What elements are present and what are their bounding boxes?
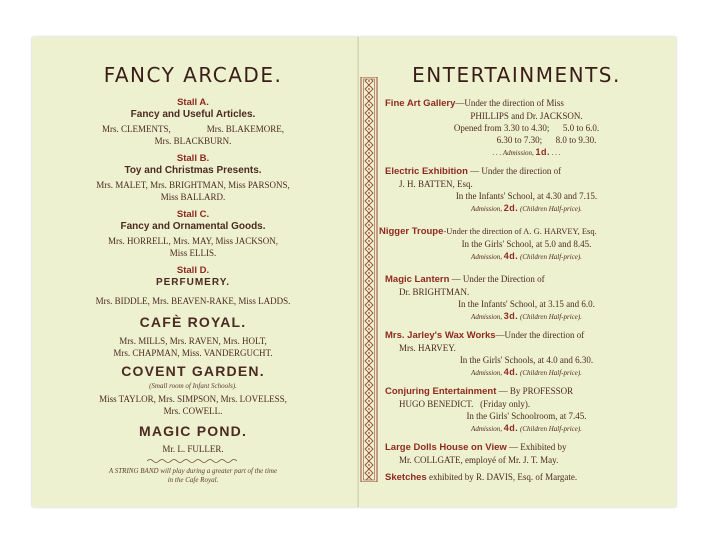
stall-b-names-2: Miss BALLARD. (160, 192, 226, 202)
admission-price: 4d. (503, 367, 519, 377)
entry-line: PHILLIPS and Dr. JACKSON. (470, 111, 583, 121)
entry-line: Dr. BRIGHTMAN. (399, 287, 470, 297)
entry-admission (377, 366, 676, 379)
admission-label: Admission, (471, 425, 502, 433)
covent-garden-names-2: Mrs. COWELL. (163, 406, 223, 416)
entry-text: -Under the direction of A. G. HARVEY, Esq. (443, 226, 597, 236)
stall-b-label: Stall B. (176, 153, 210, 164)
entry-dolls-house (377, 441, 676, 466)
admission-note: (Children Half-price). (519, 425, 582, 433)
stall-c-subtitle: Fancy and Ornamental Goods. (120, 221, 266, 232)
entry-times: Opened from 3.30 to 4.30; 5.0 to 6.0. (453, 123, 600, 133)
entry-electric-exhibition (377, 165, 676, 215)
entry-line: Mr. COLLGATE, employé of Mr. J. T. May. (399, 455, 559, 465)
entry-text: exhibited by R. DAVIS, Esq. of Margate. (426, 472, 578, 482)
string-band-note: A STRING BAND will play during a greater part of the time (108, 467, 278, 475)
admission-note: (Children Half-price). (519, 313, 582, 321)
entry-wax-works (377, 329, 676, 379)
entry-head: Sketches (385, 472, 427, 483)
entry-head: Fine Art Gallery (385, 98, 456, 109)
admission-label: Admission, (471, 313, 502, 321)
entry-conjuring (377, 385, 676, 435)
entry-admission (377, 146, 676, 159)
entry-times: In the Infants' School, at 4.30 and 7.15. (455, 191, 598, 201)
entry-times-2: 6.30 to 7.30; 8.0 to 9.30. (496, 135, 597, 145)
entry-line: Mrs. HARVEY. (399, 343, 456, 353)
page-fold (357, 37, 359, 507)
entry-head: Conjuring Entertainment (385, 386, 497, 397)
admission-price: 4d. (503, 423, 519, 433)
stall-b-subtitle: Toy and Christmas Presents. (124, 165, 262, 176)
admission-label: Admission, (471, 369, 502, 377)
stall-d-names: Mrs. BIDDLE, Mrs. BEAVEN-RAKE, Miss LADDS. (95, 296, 291, 306)
admission-label: . . . Admission, (492, 149, 534, 157)
entry-admission (377, 422, 676, 435)
stall-d-subtitle: PERFUMERY. (155, 277, 231, 288)
cafe-royal-names-2: Mrs. CHAPMAN, Miss. VANDERGUCHT. (113, 348, 273, 358)
admission-label: Admission, (471, 253, 502, 261)
entry-admission (377, 202, 676, 215)
entry-fine-art-gallery (377, 97, 676, 159)
admission-price: 1d. (535, 147, 551, 157)
entry-nigger-troupe (377, 225, 676, 263)
ornamental-border (360, 77, 378, 482)
admission-note: (Children Half-price). (519, 369, 582, 377)
stall-a-names-2: Mrs. BLACKBURN. (154, 136, 232, 146)
entry-text: — Exhibited by (506, 442, 567, 452)
entry-text: — Under the direction of (467, 166, 562, 176)
covent-garden-note: (Small room of Infant Schools). (149, 382, 237, 390)
entry-text: —Under the direction of Miss (455, 98, 564, 108)
entry-line: HUGO BENEDICT. (Friday only). (399, 399, 531, 409)
admission-note: (Children Half-price). (519, 205, 582, 213)
entry-text: — Under the Direction of (449, 274, 545, 284)
entry-admission (377, 310, 676, 323)
entry-head: Electric Exhibition (385, 166, 468, 177)
stall-c-label: Stall C. (176, 209, 210, 220)
magic-pond-heading: MAGIC POND. (138, 423, 248, 439)
string-band-note-2: in the Cafe Royal. (167, 476, 219, 484)
entry-head: Mrs. Jarley's Wax Works (385, 330, 496, 341)
stall-b-names: Mrs. MALET, Mrs. BRIGHTMAN, Miss PARSONS, (96, 180, 290, 190)
admission-note: (Children Half-price). (519, 253, 582, 261)
cafe-royal-names: Mrs. MILLS, Mrs. RAVEN, Mrs. HOLT, (119, 336, 267, 346)
stall-a-subtitle: Fancy and Useful Articles. (130, 109, 256, 120)
fancy-arcade-title: FANCY ARCADE. (103, 63, 283, 87)
entry-sketches (377, 471, 676, 484)
stall-a-label: Stall A. (177, 97, 209, 108)
entry-admission (377, 250, 676, 263)
entry-times: In the Girls' Schoolroom, at 7.45. (466, 411, 587, 421)
cafe-royal-heading: CAFÈ ROYAL. (139, 314, 247, 330)
admission-price: 3d. (503, 311, 519, 321)
entry-text: — By PROFESSOR (496, 386, 574, 396)
entry-line: J. H. BATTEN, Esq. (399, 179, 473, 189)
entry-times: In the Infants' School, at 3.15 and 6.0. (458, 299, 595, 309)
stall-c-names: Mrs. HORRELL, Mrs. MAY, Miss JACKSON, (107, 236, 279, 246)
wavy-divider (147, 458, 237, 464)
program-sheet (32, 37, 676, 507)
admission-price: 2d. (503, 203, 519, 213)
admission-label: Admission, (471, 205, 502, 213)
entry-head: Large Dolls House on View (385, 442, 507, 453)
entry-magic-lantern (377, 273, 676, 323)
covent-garden-names: Miss TAYLOR, Mrs. SIMPSON, Mrs. LOVELESS, (99, 394, 287, 404)
covent-garden-heading: COVENT GARDEN. (121, 363, 265, 379)
admission-note: . . . (551, 149, 561, 157)
stall-a-names: Mrs. CLEMENTS, Mrs. BLAKEMORE, (101, 124, 284, 134)
entertainments-title: ENTERTAINMENTS. (412, 63, 621, 87)
admission-price: 4d. (503, 251, 519, 261)
stall-c-names-2: Miss ELLIS. (169, 248, 217, 258)
entry-times: In the Girls' Schools, at 4.0 and 6.30. (459, 355, 594, 365)
entry-head: Magic Lantern (385, 274, 450, 285)
magic-pond-names: Mr. L. FULLER. (162, 444, 224, 454)
entry-head: Nigger Troupe (379, 226, 444, 237)
entry-times: In the Girls' School, at 5.0 and 8.45. (461, 239, 592, 249)
stall-d-label: Stall D. (176, 265, 210, 276)
entry-text: —Under the direction of (495, 330, 585, 340)
